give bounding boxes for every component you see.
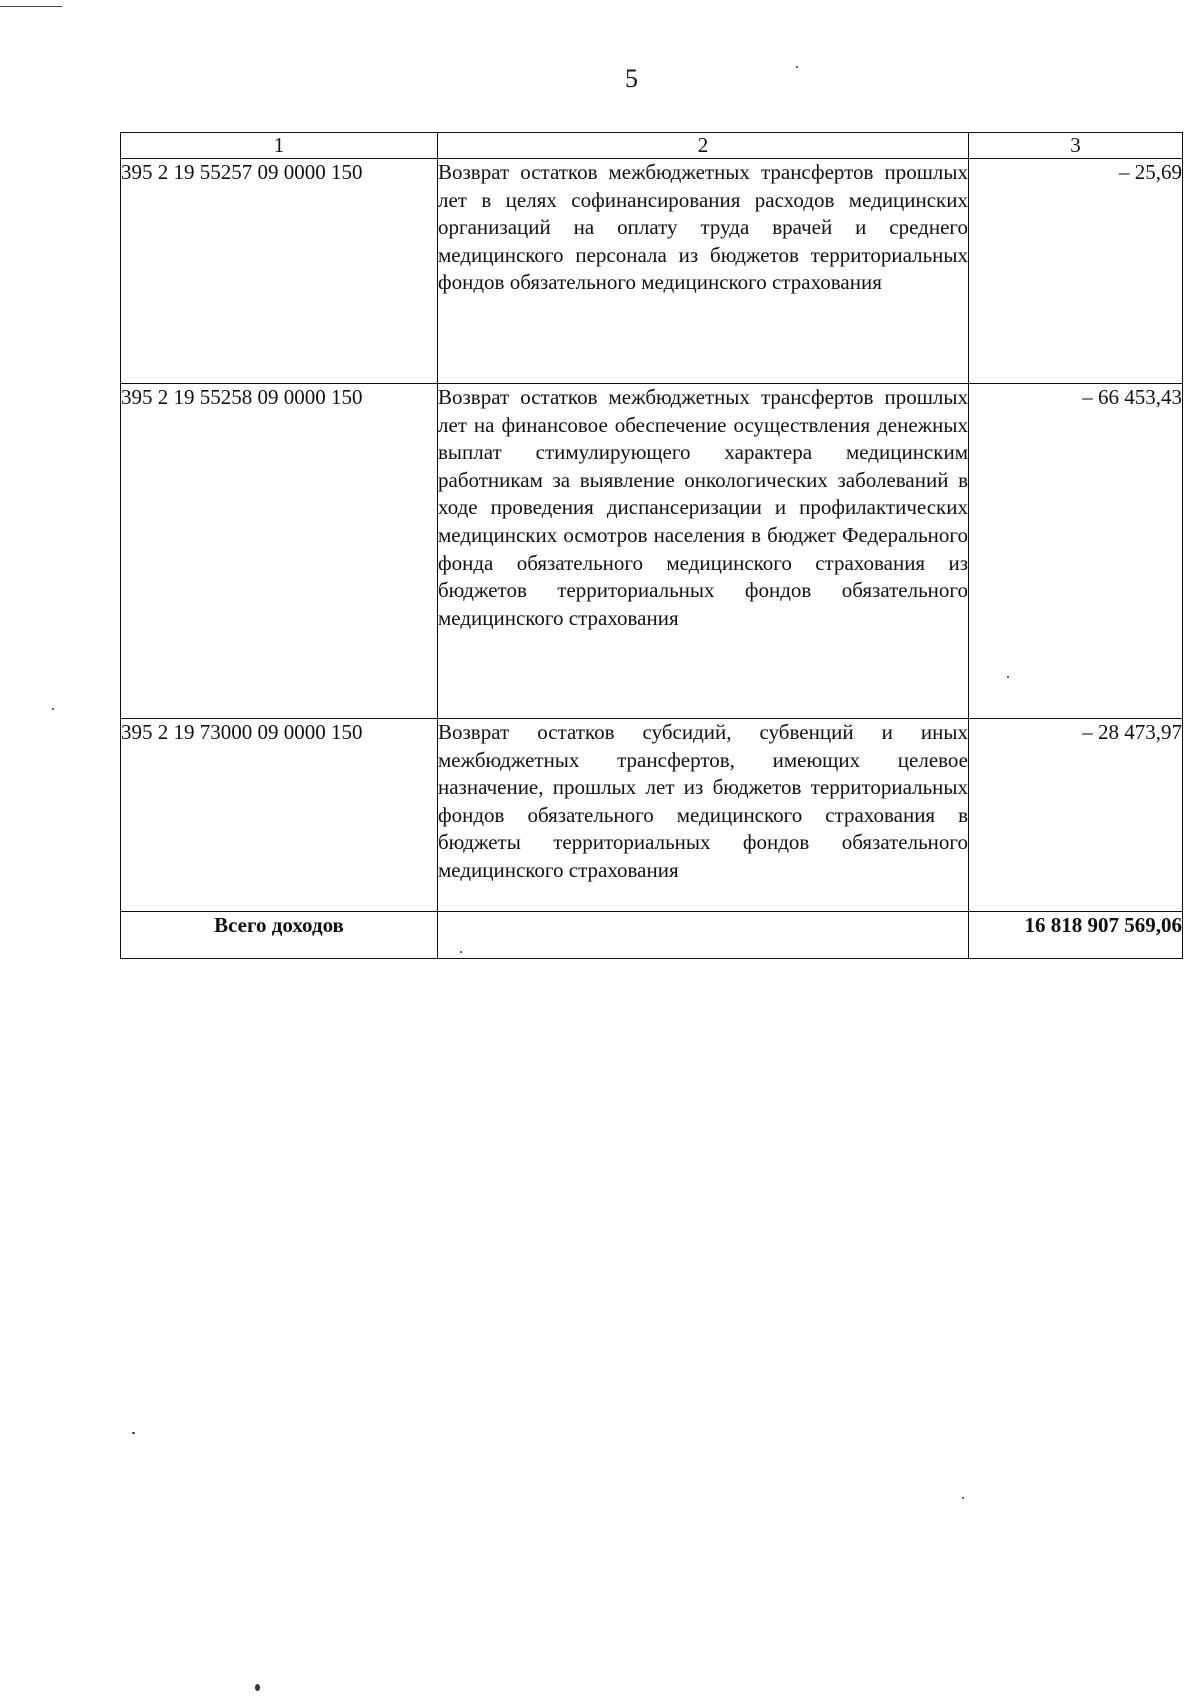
budget-code-cell: 395 2 19 73000 09 0000 150 xyxy=(121,719,438,912)
table-row xyxy=(121,719,1183,912)
total-description-cell xyxy=(438,912,969,959)
column-header-code: 1 xyxy=(121,133,438,159)
column-header-amount: 3 xyxy=(969,133,1183,159)
budget-code-cell: 395 2 19 55257 09 0000 150 xyxy=(121,159,438,384)
scan-speck xyxy=(962,1497,964,1499)
scan-speck xyxy=(52,708,54,710)
column-header-description: 2 xyxy=(438,133,969,159)
scan-speck xyxy=(132,1432,135,1434)
description-cell: Возврат остатков межбюджетных трансфертов прошлых лет на финансовое обеспечение осуществления денежных выплат стимулирующего характера медицинским работникам за выявление онкологических заболеваний в ходе проведения диспансеризации и профилактических медицинских осмотров населения в бюджет Федерального фонда обязательного медицинского страхования из бюджетов территориальных фондов обязательного медицинского страхования xyxy=(438,384,969,719)
table-row xyxy=(121,384,1183,719)
scan-speck xyxy=(1007,676,1009,678)
description-cell: Возврат остатков субсидий, субвенций и иных межбюджетных трансфертов, имеющих целевое назначение, прошлых лет из бюджетов территориальных фондов обязательного медицинского страхования в бюджеты территориальных фондов обязательного медицинского страхования xyxy=(438,719,969,912)
budget-code-cell: 395 2 19 55258 09 0000 150 xyxy=(121,384,438,719)
amount-cell: – 28 473,97 xyxy=(969,719,1183,912)
total-amount: 16 818 907 569,06 xyxy=(969,912,1183,959)
total-row xyxy=(121,912,1183,959)
amount-cell: – 66 453,43 xyxy=(969,384,1183,719)
total-label: Всего доходов xyxy=(121,912,438,959)
scan-edge-line xyxy=(0,6,62,7)
scan-speck xyxy=(460,951,462,953)
scan-speck xyxy=(255,1684,260,1691)
amount-cell: – 25,69 xyxy=(969,159,1183,384)
table-row xyxy=(121,159,1183,384)
table-header-row xyxy=(121,133,1183,159)
scan-speck xyxy=(796,66,798,68)
description-cell: Возврат остатков межбюджетных трансфертов прошлых лет в целях софинансирования расходов медицинских организаций на оплату труда врачей и среднего медицинского персонала из бюджетов территориальных фондов обязательного медицинского страхования xyxy=(438,159,969,384)
page-number: 5 xyxy=(625,64,638,93)
revenue-table xyxy=(120,132,1183,959)
